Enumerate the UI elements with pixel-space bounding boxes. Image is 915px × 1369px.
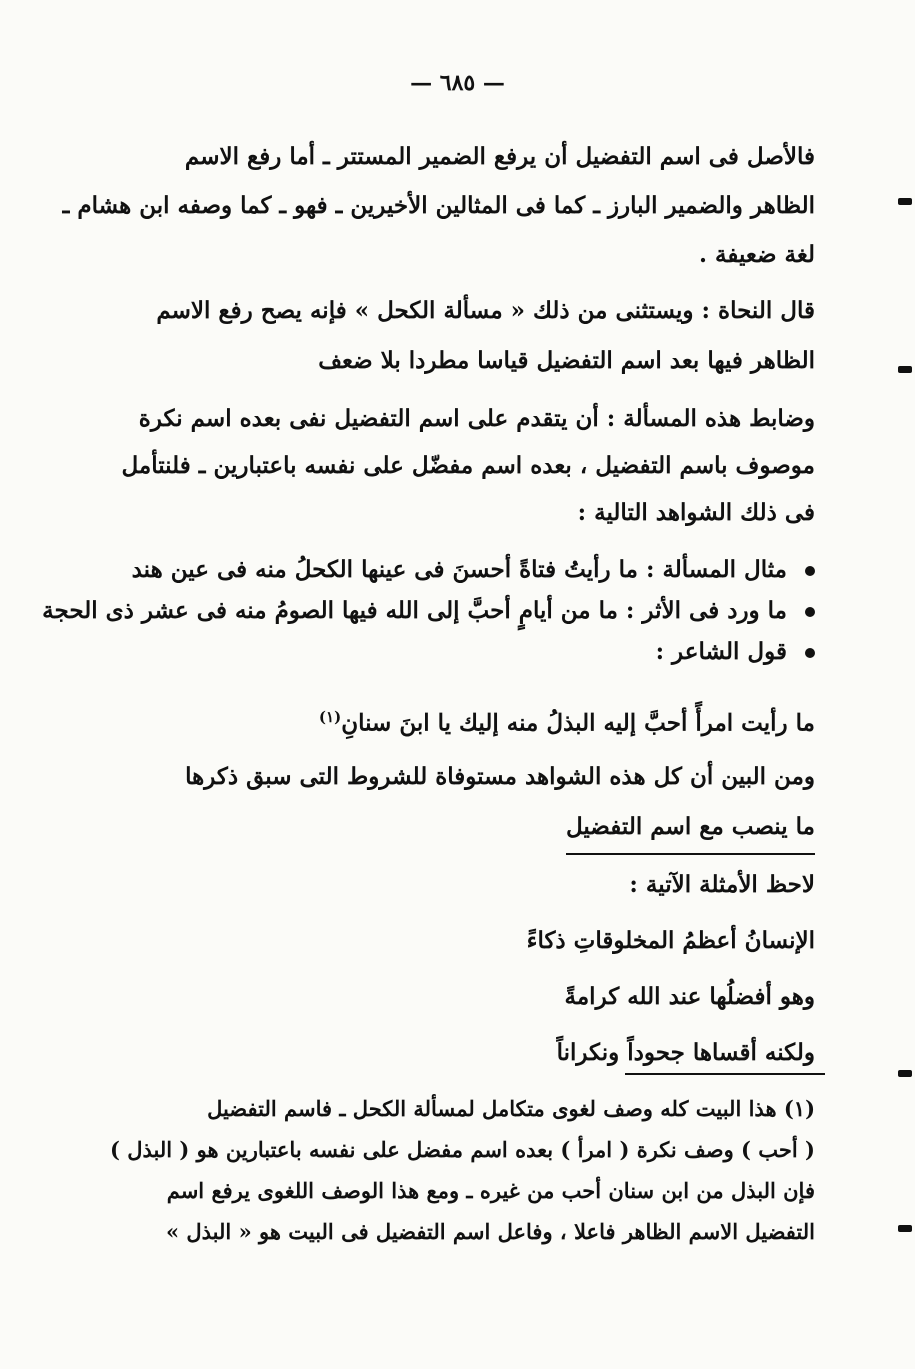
text-line: لغة ضعيفة . (699, 241, 815, 268)
margin-mark (898, 198, 912, 205)
margin-mark (898, 366, 912, 373)
example-line: وهو أفضلُها عند الله كرامةً (564, 983, 815, 1010)
text-line: فالأصل فى اسم التفضيل أن يرفع الضمير المستتر ـ أما رفع الاسم (184, 143, 815, 170)
margin-mark (898, 1225, 912, 1232)
bullet-list (42, 549, 815, 672)
footnote-line: فإن البذل من ابن سنان أحب من غيره ـ ومع هذا الوصف اللغوى يرفع اسم (166, 1178, 815, 1203)
paragraph-4 (155, 755, 815, 799)
text-line: الظاهر فيها بعد اسم التفضيل قياسا مطردا بلا ضعف (318, 347, 815, 374)
section-heading-text: ما ينصب مع اسم التفضيل (566, 805, 815, 855)
examples-intro: لاحظ الأمثلة الآتية : (629, 871, 815, 898)
footnote (109, 1088, 815, 1252)
footnote-divider (625, 1073, 825, 1075)
page-number: — ٦٨٥ — (410, 70, 505, 96)
footnote-marker[interactable]: (١) (318, 708, 342, 726)
text-line: موصوف باسم التفضيل ، بعده اسم مفضّل على نفسه باعتبارين ـ فلنتأمل (121, 452, 815, 479)
margin-mark (898, 1070, 912, 1077)
bullet-icon (805, 566, 815, 576)
footnote-line: (١) هذا البيت كله وصف لغوى متكامل لمسألة الكحل ـ فاسم التفضيل (207, 1096, 815, 1121)
example-line: الإنسانُ أعظمُ المخلوقاتِ ذكاءً (526, 927, 815, 954)
list-item-text: قول الشاعر : (655, 638, 787, 665)
verse-line (155, 695, 815, 739)
bullet-icon (805, 607, 815, 617)
examples-block (155, 857, 815, 1081)
text-line: ومن البين أن كل هذه الشواهد مستوفاة للشروط التى سبق ذكرها (185, 763, 815, 790)
list-item-text: ما ورد فى الأثر : ما من أيامٍ أحبَّ إلى الله فيها الصومُ منه فى عشر ذى الحجة (42, 597, 787, 624)
poetry-verse (155, 695, 815, 739)
section-heading (155, 805, 815, 855)
footnote-line: التفضيل الاسم الظاهر فاعلا ، وفاعل اسم التفضيل فى البيت هو « البذل » (165, 1219, 815, 1244)
paragraph-1 (62, 132, 815, 279)
bullet-icon (805, 648, 815, 658)
paragraph-2 (155, 286, 815, 386)
list-item-text: مثال المسألة : ما رأيتُ فتاةً أحسنَ فى عينها الكحلُ منه فى عين هند (131, 556, 787, 583)
list-item (155, 631, 815, 672)
text-line: الظاهر والضمير البارز ـ كما فى المثالين الأخيرين ـ فهو ـ كما وصفه ابن هشام ـ (62, 192, 815, 219)
text-line: فى ذلك الشواهد التالية : (577, 499, 815, 526)
list-item (131, 549, 815, 590)
paragraph-3 (121, 395, 815, 536)
list-item (42, 590, 815, 631)
example-line: ولكنه أقساها جحوداً ونكراناً (556, 1039, 815, 1066)
text-line: قال النحاة : ويستثنى من ذلك « مسألة الكحل » فإنه يصح رفع الاسم (156, 297, 815, 324)
footnote-line: ( أحب ) وصف نكرة ( امرأ ) بعده اسم مفضل على نفسه باعتبارين هو ( البذل ) (109, 1137, 815, 1162)
verse-text: ما رأيت امرأً أحبَّ إليه البذلُ منه إليك يا ابنَ سنانِ (341, 709, 815, 737)
text-line: وضابط هذه المسألة : أن يتقدم على اسم التفضيل نفى بعده اسم نكرة (138, 405, 815, 432)
